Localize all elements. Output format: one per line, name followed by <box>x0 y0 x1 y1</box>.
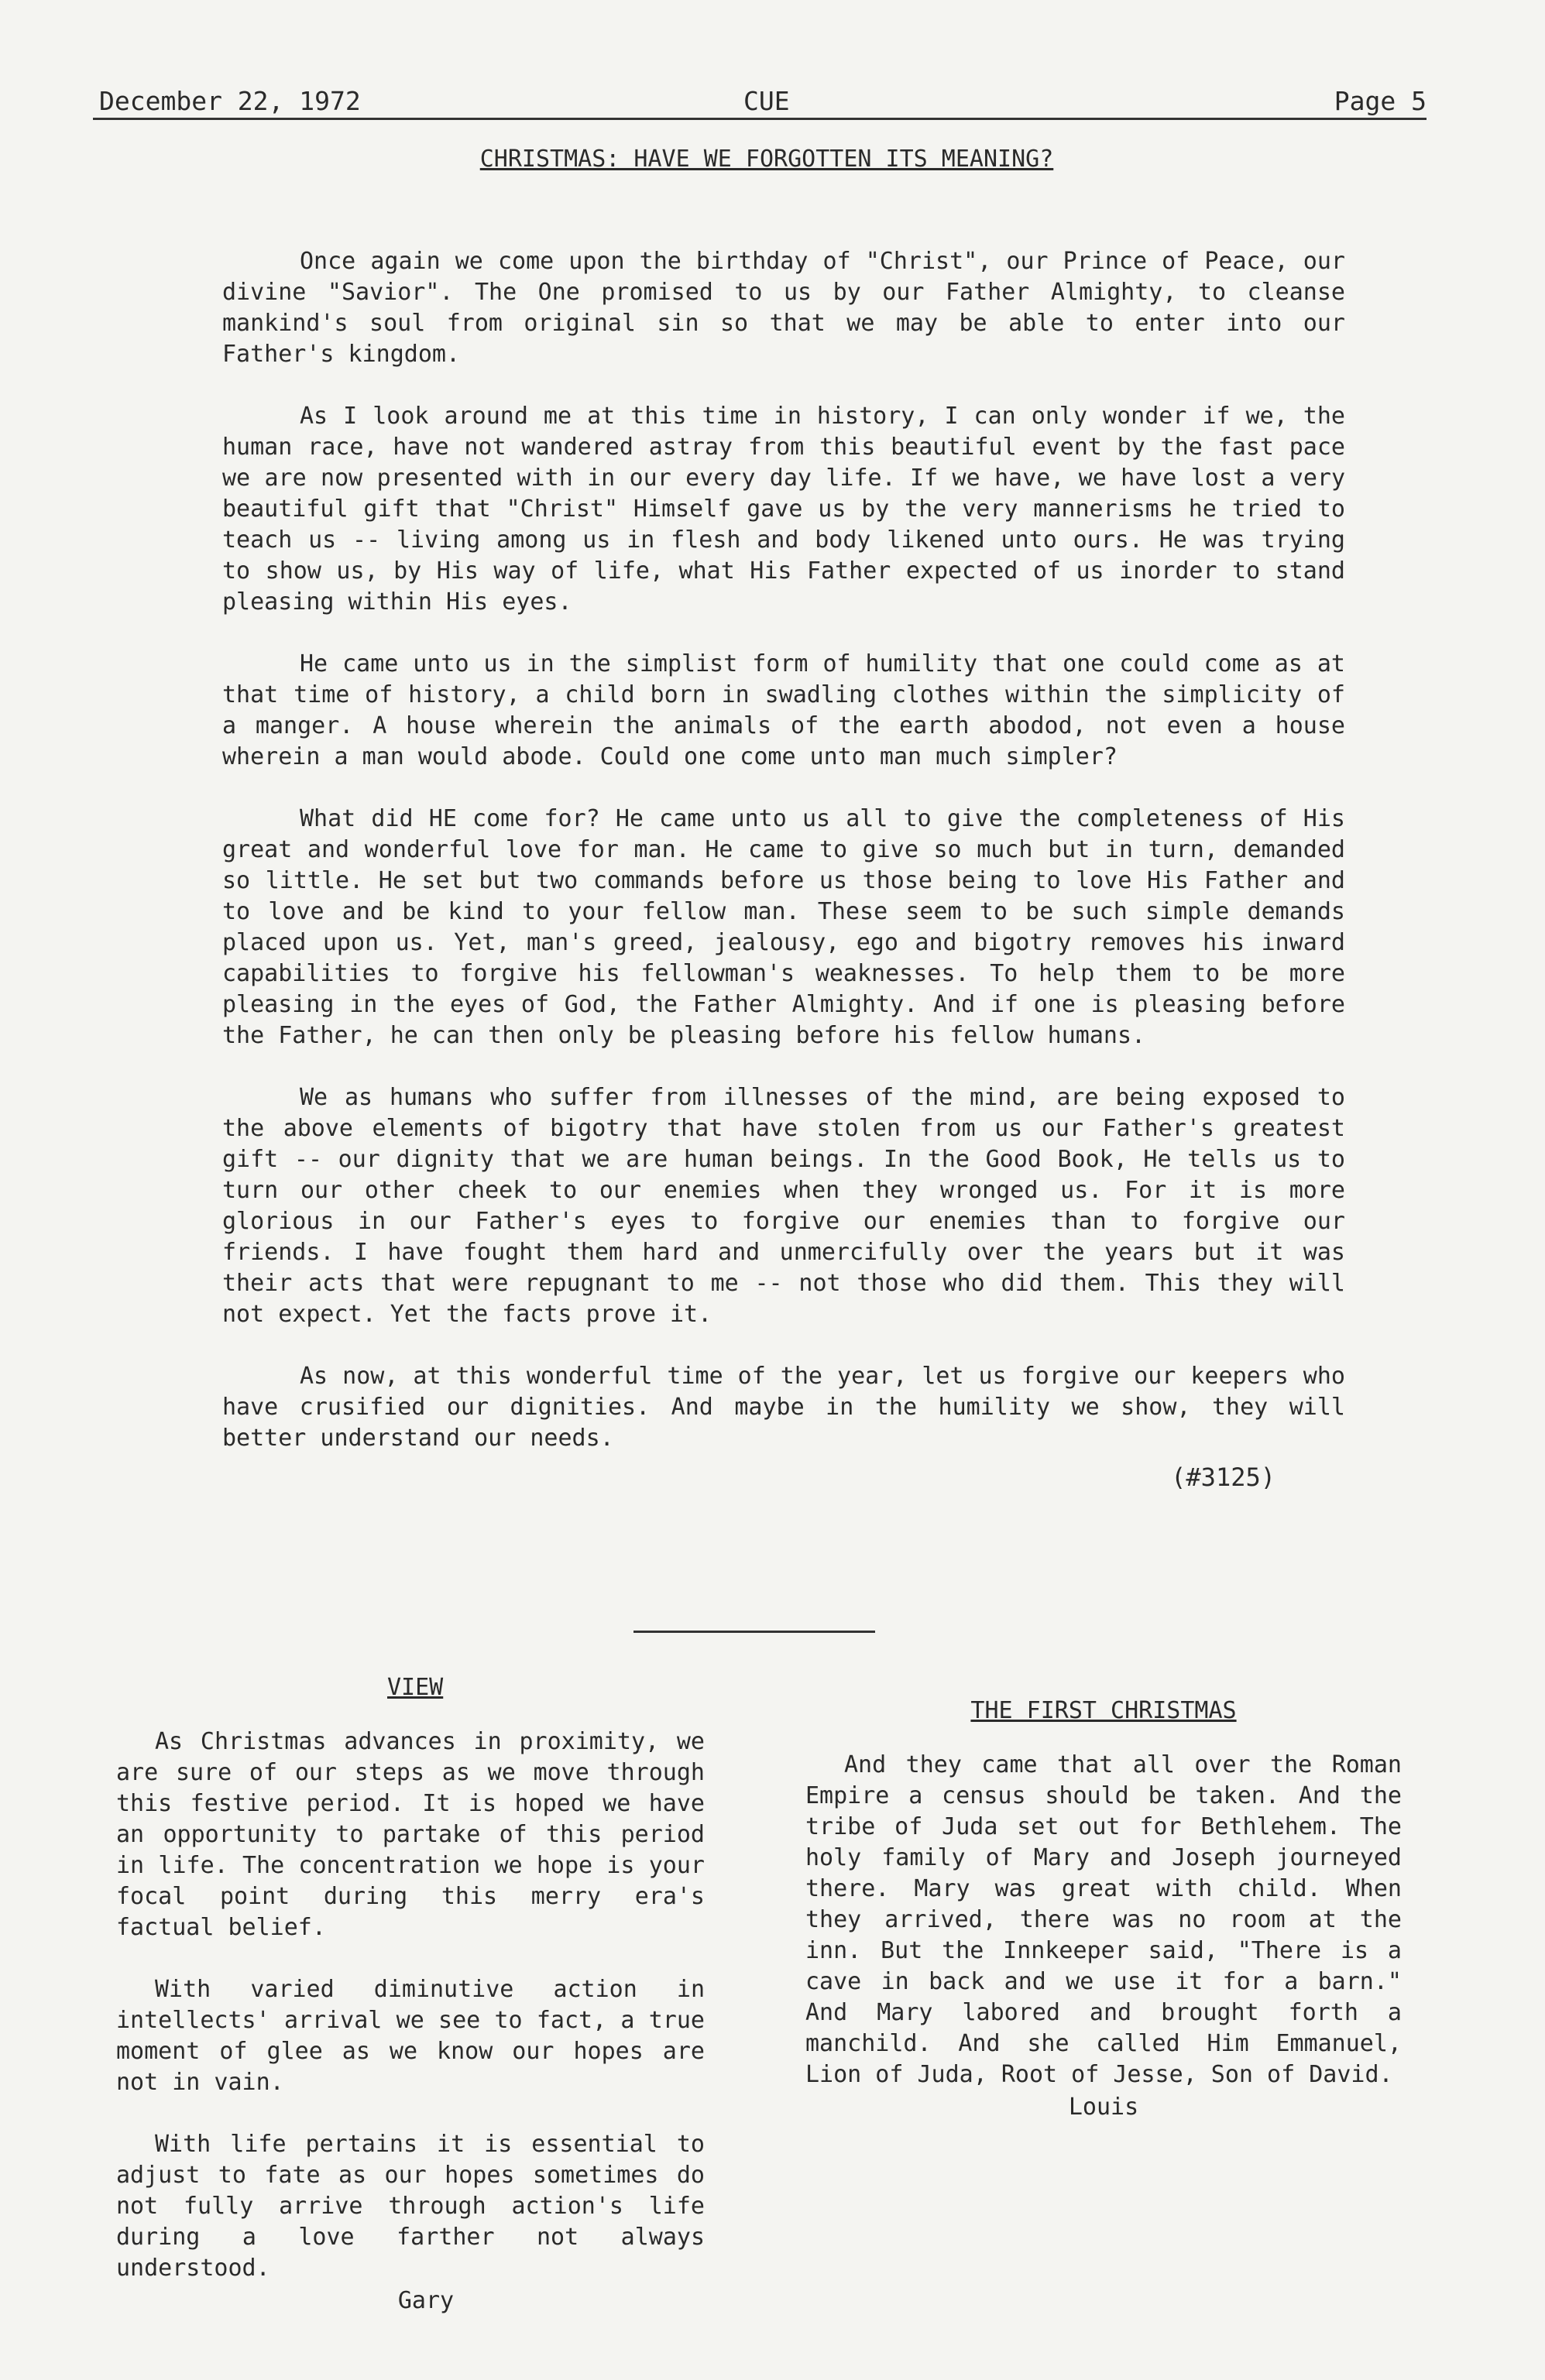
header-page-number: Page 5 <box>1334 86 1427 116</box>
header-date: December 22, 1972 <box>99 86 361 116</box>
left-article-title: VIEW <box>387 1674 444 1701</box>
page-header <box>93 81 1427 120</box>
left-paragraph: With life pertains it is essential to adjust to fate as our hopes sometimes do not fully arrive through action's life during a love farther not always understood. <box>116 2131 705 2282</box>
left-paragraph: With varied diminutive action in intellects' arrival we see to fact, a true moment of glee as we know our hopes are not in vain. <box>116 1976 705 2096</box>
main-paragraph: As I look around me at this time in history, I can only wonder if we, the human race, have not wandered astray from this beautiful event by the fast pace we are now presented with in our every day life. If we have, we have lost a very beautiful gift that "Christ" Himself gave us by the very mannerisms he tried to teach us -- living among us in flesh and body likened unto ours. He was trying to show us, by His way of life, what His Father expected of us inorder to stand pleasing within His eyes. <box>222 403 1345 616</box>
main-paragraph: He came unto us in the simplist form of humility that one could come as at that time of history, a child born in swadling clothes within the simplicity of a manger. A house wherein the animals of the earth abodod, not even a house wherein a man would abode. Could one come unto man much simpler? <box>222 650 1345 770</box>
main-paragraph: Once again we come upon the birthday of "Christ", our Prince of Peace, our divine "Savior". The One promised to us by our Father Almighty, to cleanse mankind's soul from original sin so that we may be able to enter into our Father's kingdom. <box>222 248 1345 368</box>
main-paragraph: We as humans who suffer from illnesses of the mind, are being exposed to the above elements of bigotry that have stolen from us our Father's greatest gift -- our dignity that we are human beings. In the Good Book, He tells us to turn our other cheek to our enemies when they wronged us. For it is more glorious in our Father's eyes to forgive our enemies than to forgive our friends. I have fought them hard and unmercifully over the years but it was their acts that were repugnant to me -- not those who did them. This they will not expect. Yet the facts prove it. <box>222 1084 1345 1328</box>
right-paragraph: And they came that all over the Roman Empire a census should be taken. And the tribe of Juda set out for Bethlehem. The holy family of Mary and Joseph journeyed there. Mary was great with child. When they arrived, there was no room at the inn. But the Innkeeper said, "There is a cave in back and we use it for a barn." And Mary labored and brought forth a manchild. And she called Him Emmanuel, Lion of Juda, Root of Jesse, Son of David. <box>805 1751 1402 2088</box>
right-article <box>805 1696 1402 2123</box>
main-article <box>222 246 1345 1493</box>
left-article-author: Gary <box>397 2287 455 2314</box>
left-article <box>116 1672 705 2317</box>
main-paragraph: As now, at this wonderful time of the year, let us forgive our keepers who have crusified our dignities. And maybe in the humility we show, they will better understand our needs. <box>222 1363 1345 1452</box>
header-publication: CUE <box>743 86 790 116</box>
section-divider <box>633 1631 875 1633</box>
right-article-author: Louis <box>1068 2094 1139 2121</box>
right-article-title: THE FIRST CHRISTMAS <box>970 1697 1237 1724</box>
main-article-title: CHRISTMAS: HAVE WE FORGOTTEN ITS MEANING? <box>479 146 1054 173</box>
main-paragraph: What did HE come for? He came unto us all to give the completeness of His great and wonderful love for man. He came to give so much but in turn, demanded so little. He set but two commands before us those being to love His Father and to love and be kind to your fellow man. These seem to be such simple demands placed upon us. Yet, man's greed, jealousy, ego and bigotry removes his inward capabilities to forgive his fellowman's weaknesses. To help them to be more pleasing in the eyes of God, the Father Almighty. And if one is pleasing before the Father, he can then only be pleasing before his fellow humans. <box>222 805 1345 1049</box>
main-article-signature: (#3125) <box>1171 1463 1275 1492</box>
left-paragraph: As Christmas advances in proximity, we are sure of our steps as we move through this festive period. It is hoped we have an opportunity to partake of this period in life. The concentration we hope is your focal point during this merry era's factual belief. <box>116 1728 705 1941</box>
